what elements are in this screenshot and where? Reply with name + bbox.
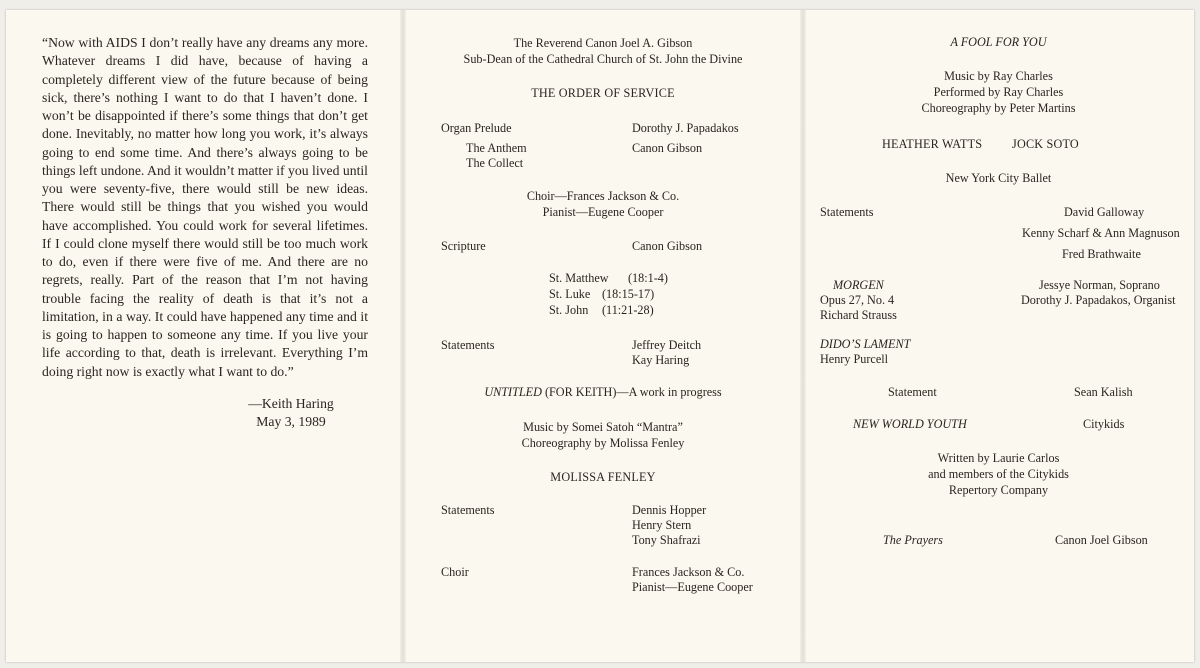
dido-composer: Henry Purcell bbox=[820, 352, 889, 366]
prayers-officiant: Canon Joel Gibson bbox=[1055, 533, 1148, 547]
written-company: Repertory Company bbox=[948, 483, 1049, 497]
quote-author: —Keith Haring bbox=[248, 396, 334, 411]
organ-prelude-performer: Dorothy J. Papadakos bbox=[632, 121, 739, 135]
choir-person: Pianist—Eugene Cooper bbox=[632, 580, 753, 594]
statement-person: Sean Kalish bbox=[1074, 385, 1133, 399]
choir-person: Frances Jackson & Co. bbox=[632, 565, 745, 579]
ballet-company: New York City Ballet bbox=[945, 171, 1052, 185]
organ-prelude-label: Organ Prelude bbox=[441, 121, 512, 135]
statements-label: Statements bbox=[441, 503, 495, 517]
statements-label: Statements bbox=[820, 205, 874, 219]
dancer-heather-watts: HEATHER WATTS bbox=[882, 137, 983, 151]
reading-ref: (18:1-4) bbox=[628, 271, 668, 285]
untitled-title: UNTITLED bbox=[484, 385, 542, 399]
fool-music: Music by Ray Charles bbox=[944, 69, 1053, 83]
morgen-soprano: Jessye Norman, Soprano bbox=[1039, 278, 1160, 292]
scripture-label: Scripture bbox=[441, 239, 486, 253]
dancer-jock-soto: JOCK SOTO bbox=[1012, 137, 1079, 151]
choir-line: Choir—Frances Jackson & Co. bbox=[526, 189, 680, 203]
statement-label: Statement bbox=[888, 385, 937, 399]
pianist-line: Pianist—Eugene Cooper bbox=[542, 205, 664, 219]
prayers-label: The Prayers bbox=[883, 533, 943, 547]
untitled-work-line bbox=[403, 385, 803, 400]
statement-person: Kay Haring bbox=[632, 353, 690, 367]
new-world-youth-group: Citykids bbox=[1083, 417, 1125, 431]
choir-label: Choir bbox=[441, 565, 469, 579]
statement-person: Kenny Scharf & Ann Magnuson bbox=[1022, 226, 1180, 240]
statement-person: David Galloway bbox=[1064, 205, 1145, 219]
statement-person: Henry Stern bbox=[632, 518, 692, 532]
statement-person: Jeffrey Deitch bbox=[632, 338, 702, 352]
collect-label: The Collect bbox=[466, 156, 524, 170]
untitled-subtitle: (FOR KEITH)—A work in progress bbox=[541, 385, 722, 399]
quote-text: “Now with AIDS I don’t really have any dreams any more. Whatever dreams I did have, because of having a completely different view of the future because of being sick, there’s nothing I want to do that I haven’t done. I won’t be disappointed if there’s some things that don’t get done. Inevitably, no matter how long you work, it’s always going to end some time. And there’s always going to be things left undone. And it wouldn’t matter if you lived until you were seventy-five, there would still be new ideas. There would still be things that you wished you would have accomplished. You could work for several lifetimes. If I could clone myself there would still be too much work to do, even if there were five of me. And there are no regrets, really. Part of the reason that I’m not having trouble facing the reality of death is that it’s not a limitation, in a way. It could have happened any time and it is going to happen to someone any time. If you live your life according to that, death is irrelevant. Everything I’m doing right now is exactly what I want to do.” bbox=[42, 35, 368, 379]
morgen-title: MORGEN bbox=[833, 278, 884, 292]
fool-for-you-title: A FOOL FOR YOU bbox=[950, 35, 1047, 49]
anthem-label: The Anthem bbox=[466, 141, 527, 155]
left-panel bbox=[6, 10, 403, 662]
fool-choreography: Choreography by Peter Martins bbox=[921, 101, 1076, 115]
untitled-music: Music by Somei Satoh “Mantra” bbox=[523, 420, 683, 434]
dido-title: DIDO’S LAMENT bbox=[820, 337, 911, 351]
statement-person: Tony Shafrazi bbox=[632, 533, 701, 547]
new-world-youth-title: NEW WORLD YOUTH bbox=[853, 417, 967, 431]
reading-ref: (18:15-17) bbox=[602, 287, 655, 301]
order-of-service-title: THE ORDER OF SERVICE bbox=[531, 86, 675, 100]
morgen-composer: Richard Strauss bbox=[820, 308, 897, 322]
written-and: and members of the Citykids bbox=[928, 467, 1069, 481]
statement-person: Dennis Hopper bbox=[632, 503, 707, 517]
reading-book: St. Matthew bbox=[549, 271, 609, 285]
middle-panel bbox=[403, 10, 803, 662]
untitled-performer: MOLISSA FENLEY bbox=[550, 470, 656, 484]
morgen-opus: Opus 27, No. 4 bbox=[820, 293, 895, 307]
officiant-name: The Reverend Canon Joel A. Gibson bbox=[513, 36, 693, 50]
reading-ref: (11:21-28) bbox=[602, 303, 654, 317]
reading-book: St. John bbox=[549, 303, 589, 317]
untitled-choreography: Choreography by Molissa Fenley bbox=[521, 436, 685, 450]
officiant-title: Sub-Dean of the Cathedral Church of St. John the Divine bbox=[463, 52, 743, 66]
anthem-officiant: Canon Gibson bbox=[632, 141, 703, 155]
fool-performed: Performed by Ray Charles bbox=[933, 85, 1064, 99]
morgen-organist: Dorothy J. Papadakos, Organist bbox=[1021, 293, 1176, 307]
program-sheet bbox=[6, 10, 1194, 662]
reading-book: St. Luke bbox=[549, 287, 591, 301]
statement-person: Fred Brathwaite bbox=[1062, 247, 1141, 261]
right-panel bbox=[803, 10, 1194, 662]
statements-label: Statements bbox=[441, 338, 495, 352]
haring-quote bbox=[42, 34, 368, 381]
written-by: Written by Laurie Carlos bbox=[937, 451, 1060, 465]
quote-date: May 3, 1989 bbox=[256, 414, 326, 429]
scripture-officiant: Canon Gibson bbox=[632, 239, 703, 253]
